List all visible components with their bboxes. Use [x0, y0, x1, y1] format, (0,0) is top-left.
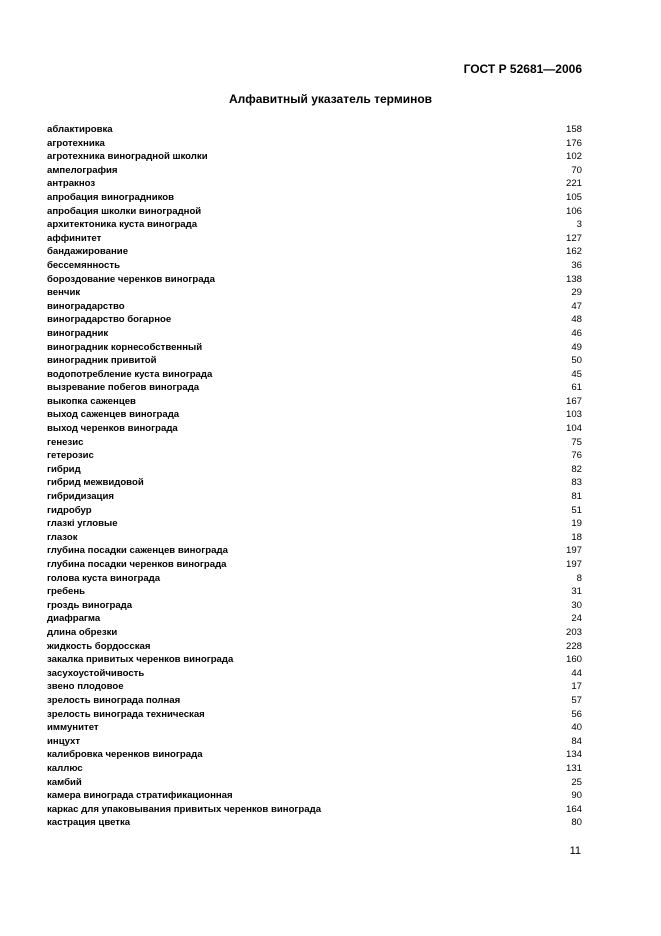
term-text: закалка привитых черенков винограда — [47, 654, 234, 666]
term-text: аффинитет — [47, 232, 102, 244]
term-page-number: 138 — [565, 273, 582, 285]
list-item — [47, 313, 582, 327]
list-item — [47, 273, 582, 287]
list-item — [47, 653, 582, 667]
term-page-number: 40 — [571, 722, 582, 734]
term-text: архитектоника куста винограда — [47, 219, 198, 231]
list-item — [47, 544, 582, 558]
term-text: гидробур — [47, 504, 92, 516]
list-item — [47, 449, 582, 463]
term-page-number: 50 — [571, 355, 582, 367]
term-page-number: 228 — [565, 640, 582, 652]
term-text: инцухт — [47, 735, 81, 747]
page-number: 11 — [569, 845, 581, 857]
list-item — [47, 626, 582, 640]
list-item — [47, 572, 582, 586]
term-text: агротехника виноградной школки — [47, 151, 208, 163]
term-page-number: 29 — [571, 287, 582, 299]
term-text: зрелость винограда техническая — [47, 708, 205, 720]
list-item — [47, 762, 582, 776]
term-page-number: 162 — [565, 246, 582, 258]
term-text: гроздь винограда — [47, 599, 133, 611]
term-text: каркас для упаковывания привитых черенков винограда — [47, 803, 322, 815]
term-page-number: 105 — [565, 191, 582, 203]
list-item — [47, 721, 582, 735]
list-item — [47, 408, 582, 422]
list-item — [47, 177, 582, 191]
term-page-number: 103 — [565, 409, 582, 421]
list-item — [47, 463, 582, 477]
term-page-number: 176 — [565, 137, 582, 149]
term-page-number: 83 — [571, 477, 582, 489]
term-text: апробация школки виноградной — [47, 205, 202, 217]
term-page-number: 104 — [565, 423, 582, 435]
term-text: генезис — [47, 436, 84, 448]
term-page-number: 24 — [571, 613, 582, 625]
term-text: бандажирование — [47, 246, 129, 258]
term-text: звено плодовое — [47, 681, 124, 693]
term-page-number: 61 — [571, 382, 582, 394]
term-text: камера винограда стратификационная — [47, 790, 233, 802]
document-header: ГОСТ Р 52681—2006 — [463, 62, 582, 76]
list-item — [47, 341, 582, 355]
term-index-list — [47, 123, 582, 830]
list-item — [47, 816, 582, 830]
term-text: зрелость винограда полная — [47, 694, 181, 706]
term-page-number: 221 — [565, 178, 582, 190]
term-page-number: 80 — [571, 817, 582, 829]
term-text: глазкi угловые — [47, 518, 118, 530]
term-page-number: 31 — [571, 586, 582, 598]
list-item — [47, 558, 582, 572]
list-item — [47, 612, 582, 626]
list-item — [47, 504, 582, 518]
term-page-number: 84 — [571, 735, 582, 747]
term-text: венчик — [47, 287, 81, 299]
list-item — [47, 585, 582, 599]
term-text: длина обрезки — [47, 626, 118, 638]
term-text: агротехника — [47, 137, 105, 149]
term-text: гибридизация — [47, 491, 114, 503]
list-item — [47, 300, 582, 314]
list-item — [47, 123, 582, 137]
list-item — [47, 245, 582, 259]
term-text: голова куста винограда — [47, 572, 161, 584]
list-item — [47, 436, 582, 450]
list-item — [47, 517, 582, 531]
list-item — [47, 776, 582, 790]
term-text: вызревание побегов винограда — [47, 382, 200, 394]
term-page-number: 102 — [565, 151, 582, 163]
term-text: виноградник привитой — [47, 355, 157, 367]
term-text: бороздование черенков винограда — [47, 273, 215, 285]
term-text: каллюс — [47, 762, 83, 774]
term-page-number: 57 — [571, 694, 582, 706]
term-page-number: 90 — [571, 790, 582, 802]
list-item — [47, 286, 582, 300]
list-item — [47, 748, 582, 762]
term-text: водопотребление куста винограда — [47, 368, 213, 380]
list-item — [47, 368, 582, 382]
term-text: иммунитет — [47, 722, 99, 734]
term-page-number: 3 — [576, 219, 582, 231]
term-page-number: 36 — [571, 259, 582, 271]
term-text: виноградарство — [47, 300, 125, 312]
term-page-number: 197 — [565, 545, 582, 557]
term-text: глубина посадки саженцев винограда — [47, 545, 228, 557]
term-text: глубина посадки черенков винограда — [47, 559, 227, 570]
term-text: диафрагма — [47, 613, 101, 625]
term-page-number: 45 — [571, 368, 582, 380]
term-page-number: 19 — [571, 518, 582, 530]
term-text: аблактировка — [47, 124, 113, 135]
term-text: ампелография — [47, 164, 118, 176]
term-page-number: 51 — [571, 504, 582, 516]
term-page-number: 160 — [565, 654, 582, 666]
list-item — [47, 354, 582, 368]
term-text: выход саженцев винограда — [47, 409, 180, 421]
term-page-number: 25 — [571, 776, 582, 788]
list-item — [47, 803, 582, 817]
list-item — [47, 490, 582, 504]
term-text: калибровка черенков винограда — [47, 749, 203, 761]
list-item — [47, 191, 582, 205]
list-item — [47, 667, 582, 681]
term-page-number: 203 — [565, 626, 582, 638]
term-text: виноградник — [47, 327, 109, 339]
term-text: гребень — [47, 586, 86, 598]
list-item — [47, 150, 582, 164]
list-item — [47, 327, 582, 341]
term-page-number: 167 — [565, 395, 582, 407]
list-item — [47, 395, 582, 409]
list-item — [47, 476, 582, 490]
term-page-number: 8 — [576, 572, 582, 584]
term-page-number: 30 — [571, 599, 582, 611]
term-page-number: 127 — [565, 232, 582, 244]
term-page-number: 106 — [565, 205, 582, 217]
term-page-number: 48 — [571, 314, 582, 326]
term-page-number: 49 — [571, 341, 582, 353]
list-item — [47, 422, 582, 436]
term-text: апробация виноградников — [47, 191, 175, 203]
list-item — [47, 218, 582, 232]
list-item — [47, 137, 582, 151]
term-page-number: 82 — [571, 463, 582, 475]
list-item — [47, 694, 582, 708]
term-page-number: 18 — [571, 531, 582, 543]
page-title: Алфавитный указатель терминов — [228, 92, 433, 106]
term-text: выкопка саженцев — [47, 395, 136, 407]
list-item — [47, 381, 582, 395]
term-page-number: 76 — [571, 450, 582, 462]
term-text: глазок — [47, 531, 78, 543]
term-page-number: 197 — [565, 559, 582, 570]
term-page-number: 46 — [571, 327, 582, 339]
term-text: гибрид — [47, 463, 81, 475]
list-item — [47, 735, 582, 749]
list-item — [47, 259, 582, 273]
term-text: кастрация цветка — [47, 817, 131, 829]
term-page-number: 75 — [571, 436, 582, 448]
term-page-number: 44 — [571, 667, 582, 679]
term-page-number: 47 — [571, 300, 582, 312]
term-text: бессемянность — [47, 259, 120, 271]
list-item — [47, 599, 582, 613]
term-page-number: 17 — [571, 681, 582, 693]
term-text: гибрид межвидовой — [47, 477, 144, 489]
term-text: камбий — [47, 776, 82, 788]
list-item — [47, 164, 582, 178]
term-text: засухоустойчивость — [47, 667, 145, 679]
term-page-number: 56 — [571, 708, 582, 720]
list-item — [47, 708, 582, 722]
list-item — [47, 640, 582, 654]
list-item — [47, 205, 582, 219]
term-page-number: 164 — [565, 803, 582, 815]
list-item — [47, 531, 582, 545]
term-text: выход черенков винограда — [47, 423, 178, 435]
term-text: гетерозис — [47, 450, 94, 462]
term-text: антракноз — [47, 178, 96, 190]
term-page-number: 158 — [565, 124, 582, 135]
list-item — [47, 789, 582, 803]
list-item — [47, 680, 582, 694]
term-page-number: 81 — [571, 491, 582, 503]
term-page-number: 134 — [565, 749, 582, 761]
term-text: виноградник корнесобственный — [47, 341, 203, 353]
term-text: жидкость бордосская — [47, 640, 151, 652]
list-item — [47, 232, 582, 246]
term-page-number: 131 — [565, 762, 582, 774]
term-page-number: 70 — [571, 164, 582, 176]
term-text: виноградарство богарное — [47, 314, 172, 326]
